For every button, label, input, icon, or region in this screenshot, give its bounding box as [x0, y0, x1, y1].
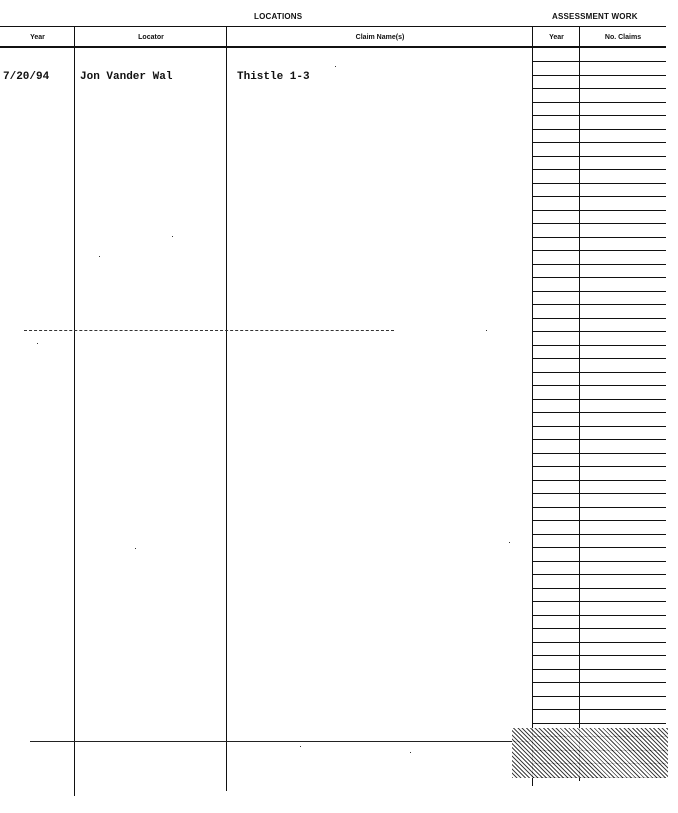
aw-ruled-row	[533, 547, 666, 548]
aw-ruled-row	[533, 574, 666, 575]
aw-ruled-row	[533, 169, 666, 170]
scan-speck	[335, 66, 336, 67]
aw-ruled-row	[533, 709, 666, 710]
column-header-aw-no-claims: No. Claims	[604, 34, 642, 41]
scan-speck	[172, 236, 173, 237]
scan-speck	[135, 548, 136, 549]
aw-ruled-row	[533, 655, 666, 656]
aw-ruled-row	[533, 399, 666, 400]
assessment-work-title: ASSESSMENT WORK	[552, 12, 638, 21]
aw-ruled-row	[533, 223, 666, 224]
aw-ruled-row	[533, 615, 666, 616]
aw-ruled-row	[533, 412, 666, 413]
aw-ruled-row	[533, 561, 666, 562]
column-header-aw-year: Year	[549, 34, 564, 41]
aw-ruled-row	[533, 682, 666, 683]
divider-locator-claims	[226, 26, 227, 791]
aw-ruled-row	[533, 115, 666, 116]
aw-ruled-row	[533, 534, 666, 535]
column-header-locator: Locator	[138, 34, 164, 41]
aw-ruled-row	[533, 669, 666, 670]
scan-noise-patch	[512, 728, 668, 778]
aw-ruled-row	[533, 439, 666, 440]
aw-ruled-row	[533, 196, 666, 197]
entry-date: 7/20/94	[3, 71, 50, 83]
aw-ruled-row	[533, 466, 666, 467]
divider-claims-aw	[532, 26, 533, 786]
scan-speck	[99, 256, 100, 257]
aw-ruled-row	[533, 520, 666, 521]
aw-ruled-row	[533, 304, 666, 305]
aw-ruled-row	[533, 102, 666, 103]
aw-ruled-row	[533, 61, 666, 62]
aw-ruled-row	[533, 156, 666, 157]
aw-ruled-row	[533, 385, 666, 386]
column-header-year: Year	[30, 34, 45, 41]
aw-ruled-row	[533, 480, 666, 481]
aw-ruled-row	[533, 210, 666, 211]
aw-ruled-row	[533, 642, 666, 643]
aw-ruled-row	[533, 507, 666, 508]
scan-speck	[486, 330, 487, 331]
column-header-claim-names: Claim Name(s)	[355, 34, 405, 41]
bottom-rule	[30, 741, 530, 742]
aw-ruled-row	[533, 331, 666, 332]
entry-locator: Jon Vander Wal	[80, 71, 173, 83]
entry-claim-name: Thistle 1-3	[237, 71, 310, 83]
aw-ruled-row	[533, 183, 666, 184]
aw-ruled-row	[533, 345, 666, 346]
aw-ruled-row	[533, 493, 666, 494]
scan-speck	[509, 542, 510, 543]
aw-ruled-row	[533, 601, 666, 602]
scan-speck	[300, 746, 301, 747]
aw-ruled-row	[533, 277, 666, 278]
header-bottom-rule	[0, 46, 666, 48]
aw-ruled-row	[533, 291, 666, 292]
top-rule	[0, 26, 666, 27]
aw-ruled-row	[533, 250, 666, 251]
aw-ruled-row	[533, 358, 666, 359]
aw-ruled-row	[533, 628, 666, 629]
scan-speck	[410, 752, 411, 753]
locations-title: LOCATIONS	[254, 12, 303, 21]
aw-ruled-row	[533, 75, 666, 76]
aw-ruled-row	[533, 723, 666, 724]
aw-ruled-row	[533, 426, 666, 427]
aw-ruled-row	[533, 453, 666, 454]
aw-ruled-row	[533, 142, 666, 143]
aw-ruled-row	[533, 372, 666, 373]
divider-year-locator	[74, 26, 75, 796]
aw-ruled-row	[533, 237, 666, 238]
scan-dash-line	[24, 330, 394, 331]
aw-ruled-row	[533, 129, 666, 130]
scan-speck	[37, 343, 38, 344]
aw-ruled-row	[533, 588, 666, 589]
aw-ruled-row	[533, 88, 666, 89]
aw-ruled-row	[533, 318, 666, 319]
aw-ruled-row	[533, 696, 666, 697]
aw-ruled-row	[533, 264, 666, 265]
